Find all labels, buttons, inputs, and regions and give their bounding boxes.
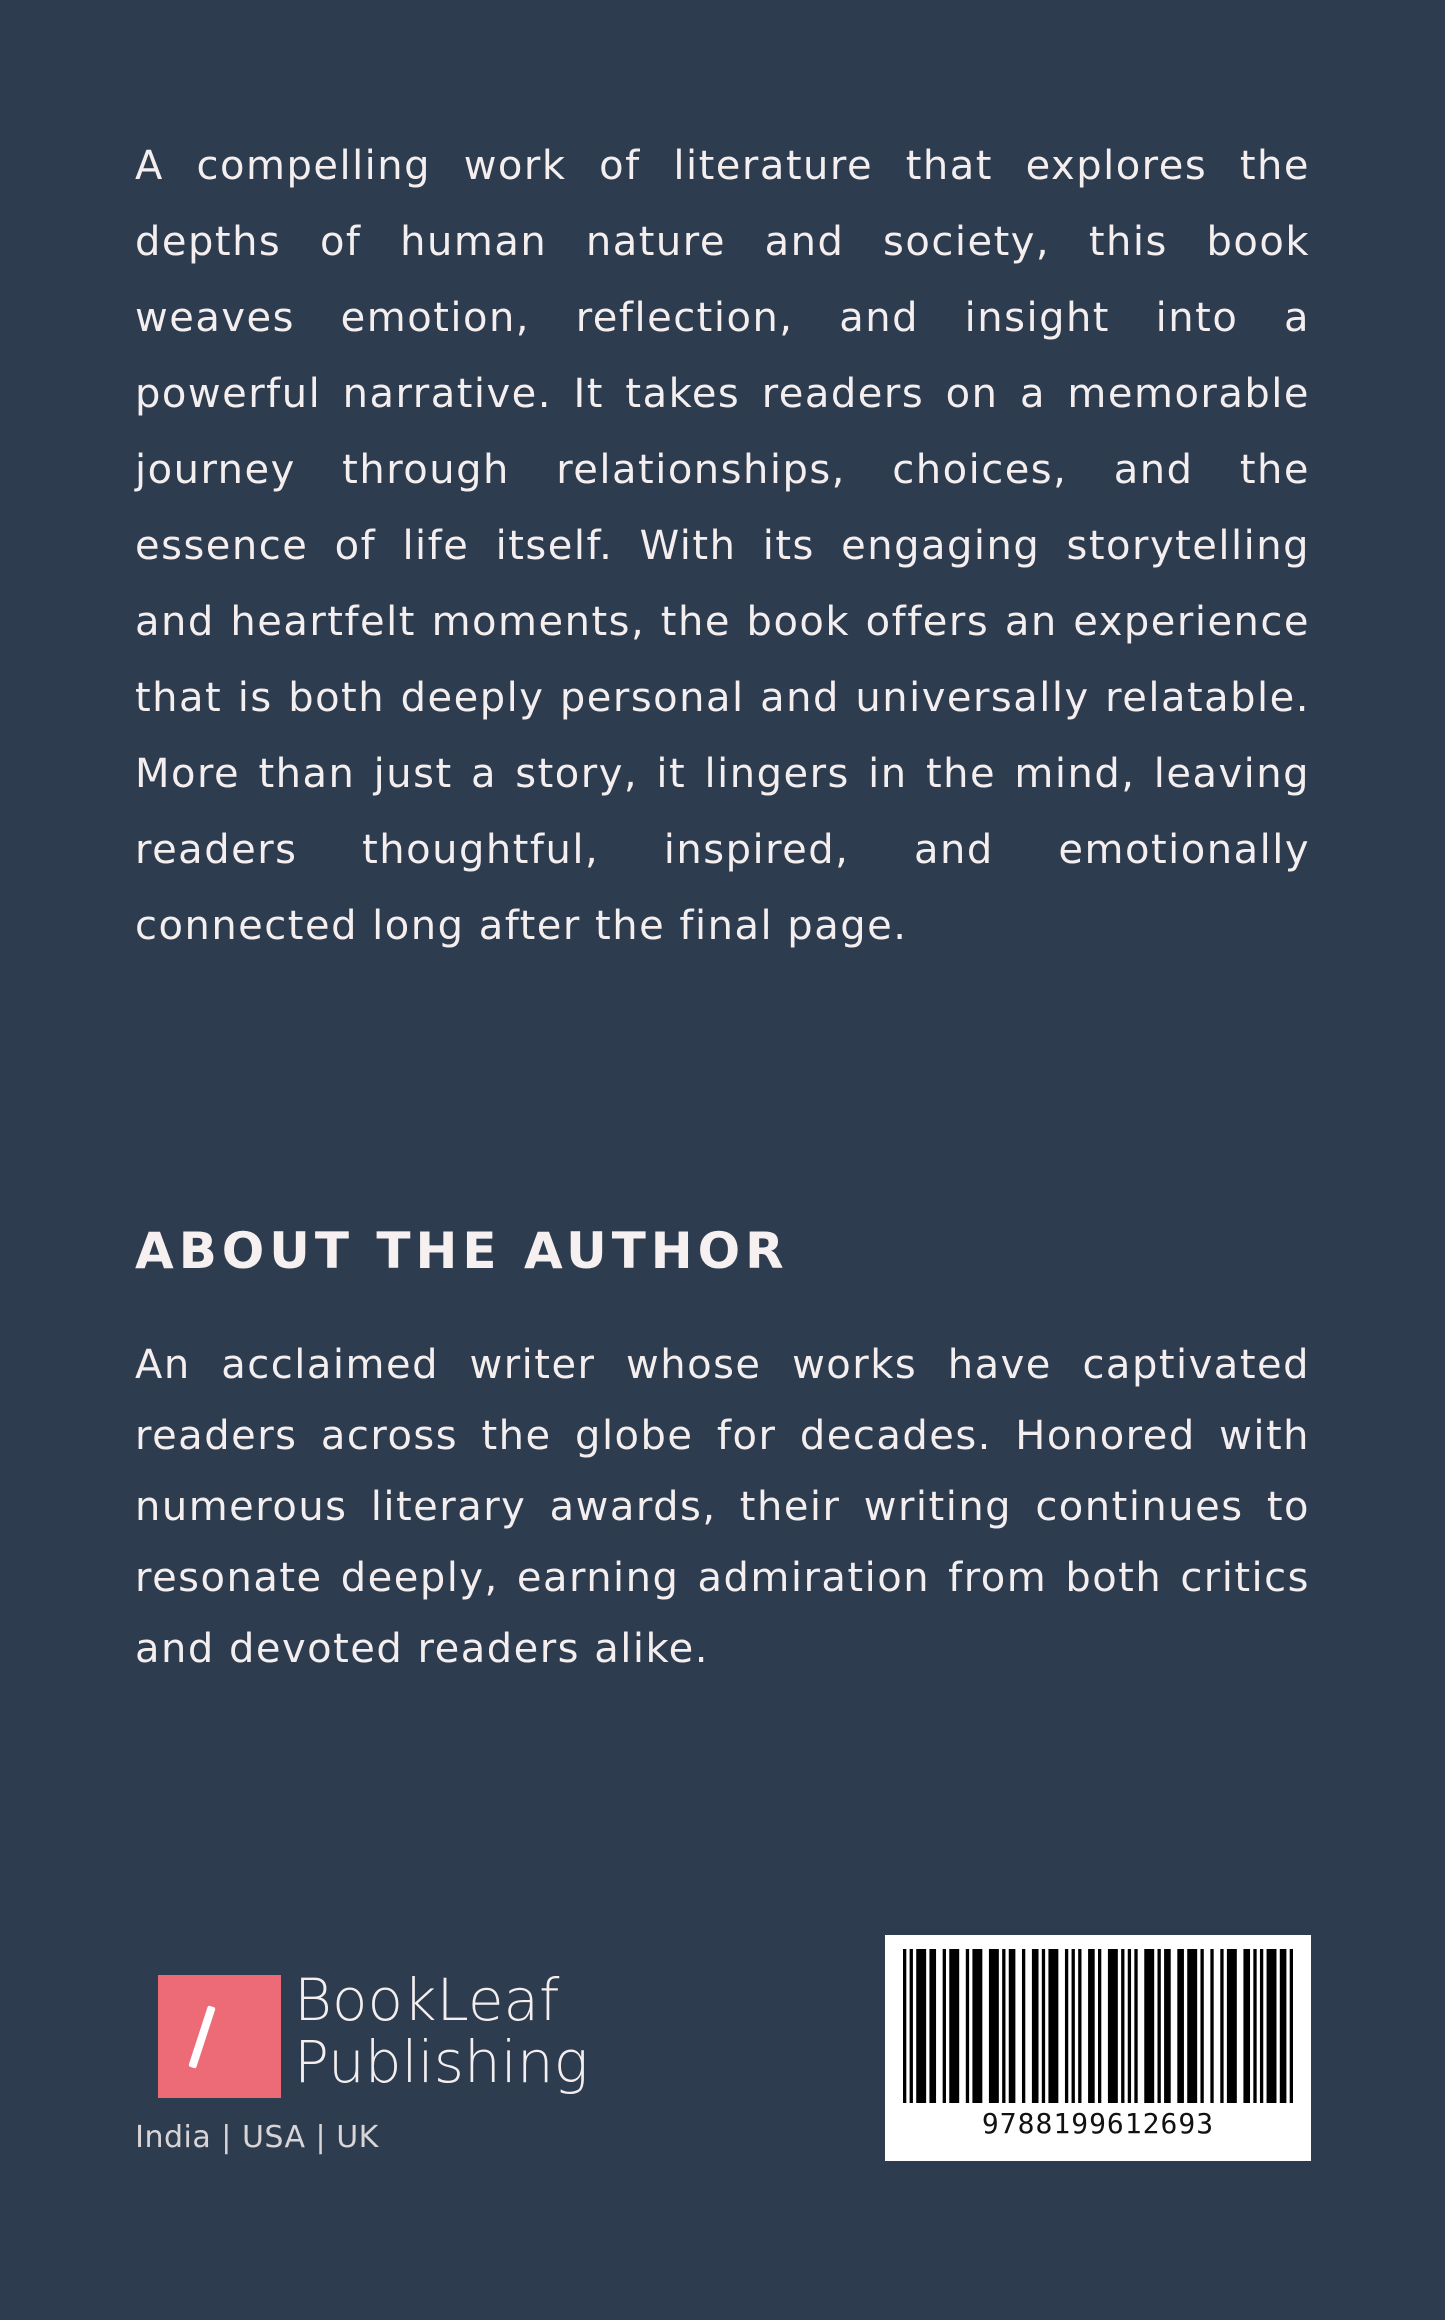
publisher-logo [158, 1968, 618, 2132]
barcode-bar [1134, 1949, 1137, 2103]
publisher-name-line1: BookLeaf [294, 1966, 560, 2034]
barcode-bar [949, 1949, 959, 2103]
isbn-barcode [885, 1935, 1311, 2161]
barcode-bar [1200, 1949, 1203, 2103]
barcode-bar [1220, 1949, 1223, 2103]
barcode-bar [929, 1949, 936, 2103]
barcode-bar [1065, 1949, 1068, 2103]
about-author-heading: ABOUT THE AUTHOR [135, 1222, 789, 1280]
barcode-bar [1243, 1949, 1250, 2103]
barcode-bar [943, 1949, 946, 2103]
barcode-bar [1032, 1949, 1039, 2103]
barcode-bar [910, 1949, 913, 2103]
barcode-bar [1022, 1949, 1025, 2103]
barcode-bar [1098, 1949, 1101, 2103]
barcode-bar [1267, 1949, 1277, 2103]
barcode-bar [1280, 1949, 1287, 2103]
barcode-bar [1187, 1949, 1197, 2103]
publisher-name-line2: Publishing [294, 2028, 589, 2096]
barcode-bar [1227, 1949, 1237, 2103]
publisher-regions: India | USA | UK [135, 2120, 379, 2155]
isbn-number: 9788199612693 [981, 2107, 1215, 2140]
barcode-bar [1072, 1949, 1075, 2103]
barcode-bar [1177, 1949, 1184, 2103]
barcode-bar [1210, 1949, 1213, 2103]
barcode-bar [1078, 1949, 1081, 2103]
barcode-bar [1260, 1949, 1263, 2103]
logo-slash-icon [158, 1975, 281, 2098]
barcode-bar [1164, 1949, 1171, 2103]
barcode-bar [1108, 1949, 1118, 2103]
book-blurb: A compelling work of literature that explores the depths of human nature and society, this book weaves emotion, reflection, and insight into a powerful narrative. It takes readers on a memorable journey through relationships, choices, and the essence of life itself. With its engaging storytelling and heartfelt moments, the book offers an experience that is both deeply personal and universally relatable. More than just a story, it lingers in the mind, leaving readers thoughtful, inspired, and emotionally connected long after the final page. [135, 143, 1310, 949]
barcode-bar [1002, 1949, 1005, 2103]
barcode-bar [916, 1949, 926, 2103]
author-bio: An acclaimed writer whose works have captivated readers across the globe for decades. Honored with numerous literary awards, their writing continues to resonate deeply, earning admiration from both critics and devoted readers alike. [135, 1342, 1310, 1672]
barcode-bar [903, 1949, 906, 2103]
barcode-bar [1290, 1949, 1293, 2103]
barcode-bar [1144, 1949, 1154, 2103]
barcode-bar [1128, 1949, 1131, 2103]
barcode-bar [1042, 1949, 1045, 2103]
barcode-bar [1253, 1949, 1256, 2103]
barcode-bars [903, 1949, 1293, 2103]
barcode-bar [1157, 1949, 1160, 2103]
barcode-bar [972, 1949, 982, 2103]
barcode-bar [1048, 1949, 1058, 2103]
barcode-bar [1088, 1949, 1095, 2103]
barcode-bar [966, 1949, 969, 2103]
barcode-bar [1009, 1949, 1016, 2103]
barcode-bar [989, 1949, 999, 2103]
barcode-bar [1121, 1949, 1124, 2103]
